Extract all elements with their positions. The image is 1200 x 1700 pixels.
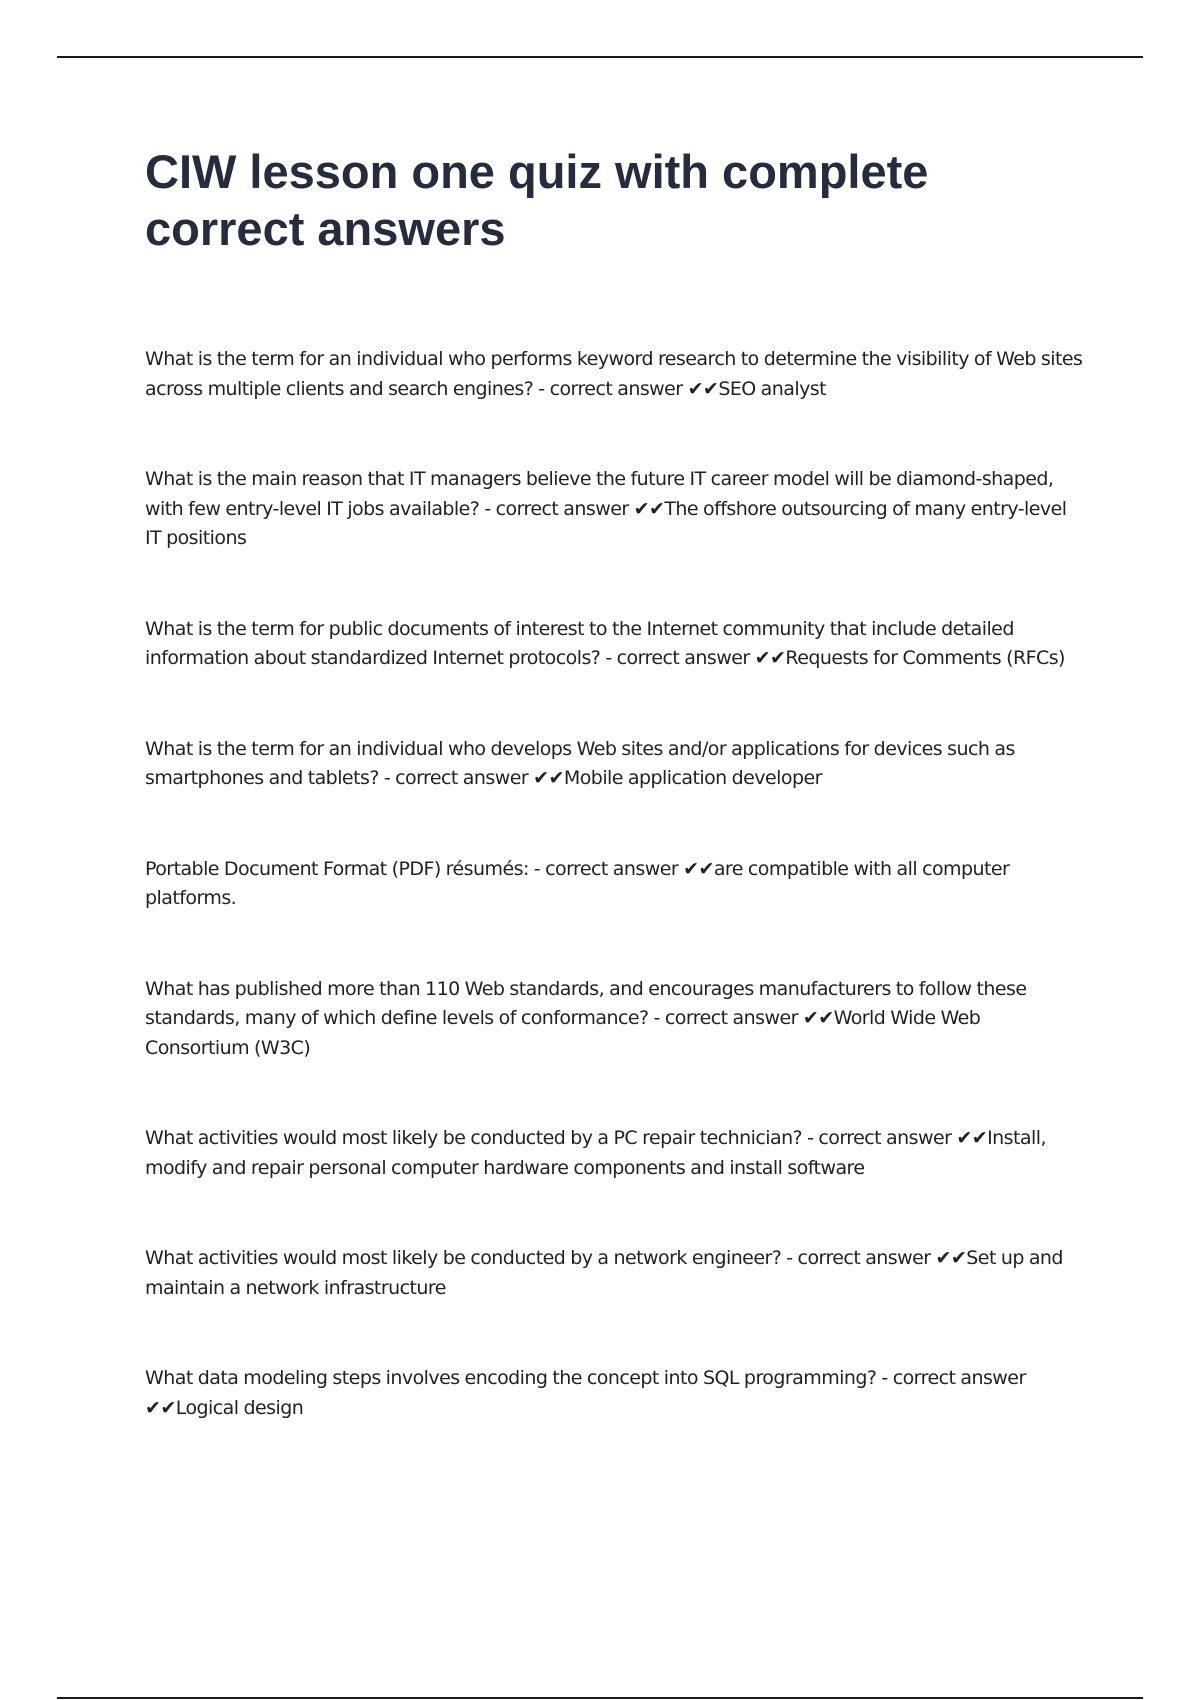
bottom-rule: [57, 1697, 1143, 1699]
answer-separator: - correct answer: [876, 1367, 1026, 1389]
qa-item: [145, 975, 1085, 1064]
top-rule: [57, 56, 1143, 58]
question-text: What is the term for public documents of interest to the Internet community that include detailed information about standardized Internet protocols?: [145, 617, 1014, 669]
answer-separator: - correct answer: [802, 1127, 957, 1149]
answer-text: The offshore outsourcing of many entry-level IT positions: [145, 497, 1067, 549]
question-text: What activities would most likely be conducted by a network engineer?: [145, 1247, 782, 1269]
check-icon: ✔✔: [802, 1007, 834, 1029]
check-icon: ✔✔: [754, 647, 786, 669]
answer-separator: - correct answer: [378, 767, 534, 789]
qa-item: [145, 1364, 1085, 1423]
qa-item: [145, 465, 1085, 554]
answer-text: Mobile application developer: [563, 767, 822, 789]
check-icon: ✔✔: [145, 1396, 176, 1419]
document-title: CIW lesson one quiz with complete correct answers: [145, 145, 929, 255]
check-icon: ✔✔: [935, 1247, 967, 1269]
check-icon: ✔✔: [683, 857, 714, 880]
question-text: What is the main reason that IT managers believe the future IT career model will be diamond-shaped, with few entry-level IT jobs available?: [145, 468, 1054, 520]
qa-item: [145, 855, 1085, 914]
answer-separator: - correct answer: [479, 497, 634, 520]
qa-item: [145, 345, 1085, 404]
answer-text: Logical design: [175, 1396, 304, 1419]
question-text: What is the term for an individual who develops Web sites and/or applications for devices such as smartphones and tablets?: [145, 737, 1015, 789]
qa-item: [145, 1244, 1085, 1303]
answer-text: Install, modify and repair personal computer hardware components and install software: [145, 1127, 1046, 1179]
question-text: What activities would most likely be conducted by a PC repair technician?: [145, 1127, 803, 1149]
check-icon: ✔✔: [956, 1127, 988, 1149]
answer-text: Requests for Comments (RFCs): [785, 647, 1065, 669]
answer-text: Set up and maintain a network infrastructure: [145, 1247, 1063, 1299]
question-text: What data modeling steps involves encoding the concept into SQL programming?: [145, 1367, 877, 1389]
answer-text: World Wide Web Consortium (W3C): [145, 1007, 981, 1059]
qa-item: [145, 615, 1085, 674]
qa-item: [145, 735, 1085, 794]
question-text: What is the term for an individual who performs keyword research to determine the visibility of Web sites across multiple clients and search engines?: [145, 348, 1083, 400]
answer-separator: - correct answer: [600, 647, 755, 669]
check-icon: ✔✔: [687, 377, 719, 400]
question-text: Portable Document Format (PDF) résumés:: [145, 857, 529, 880]
answer-separator: - correct answer: [648, 1007, 803, 1029]
check-icon: ✔✔: [533, 767, 564, 789]
answer-separator: - correct answer: [781, 1247, 936, 1269]
answer-separator: - correct answer: [528, 857, 684, 880]
answer-text: SEO analyst: [718, 377, 827, 400]
answer-separator: - correct answer: [533, 377, 688, 400]
qa-item: [145, 1124, 1085, 1183]
qa-list: [145, 345, 1085, 1484]
question-text: What has published more than 110 Web standards, and encourages manufacturers to follow these standards, many of which define levels of conformance?: [145, 977, 1027, 1029]
check-icon: ✔✔: [633, 497, 665, 520]
answer-text: are compatible with all computer platforms.: [145, 857, 1010, 909]
